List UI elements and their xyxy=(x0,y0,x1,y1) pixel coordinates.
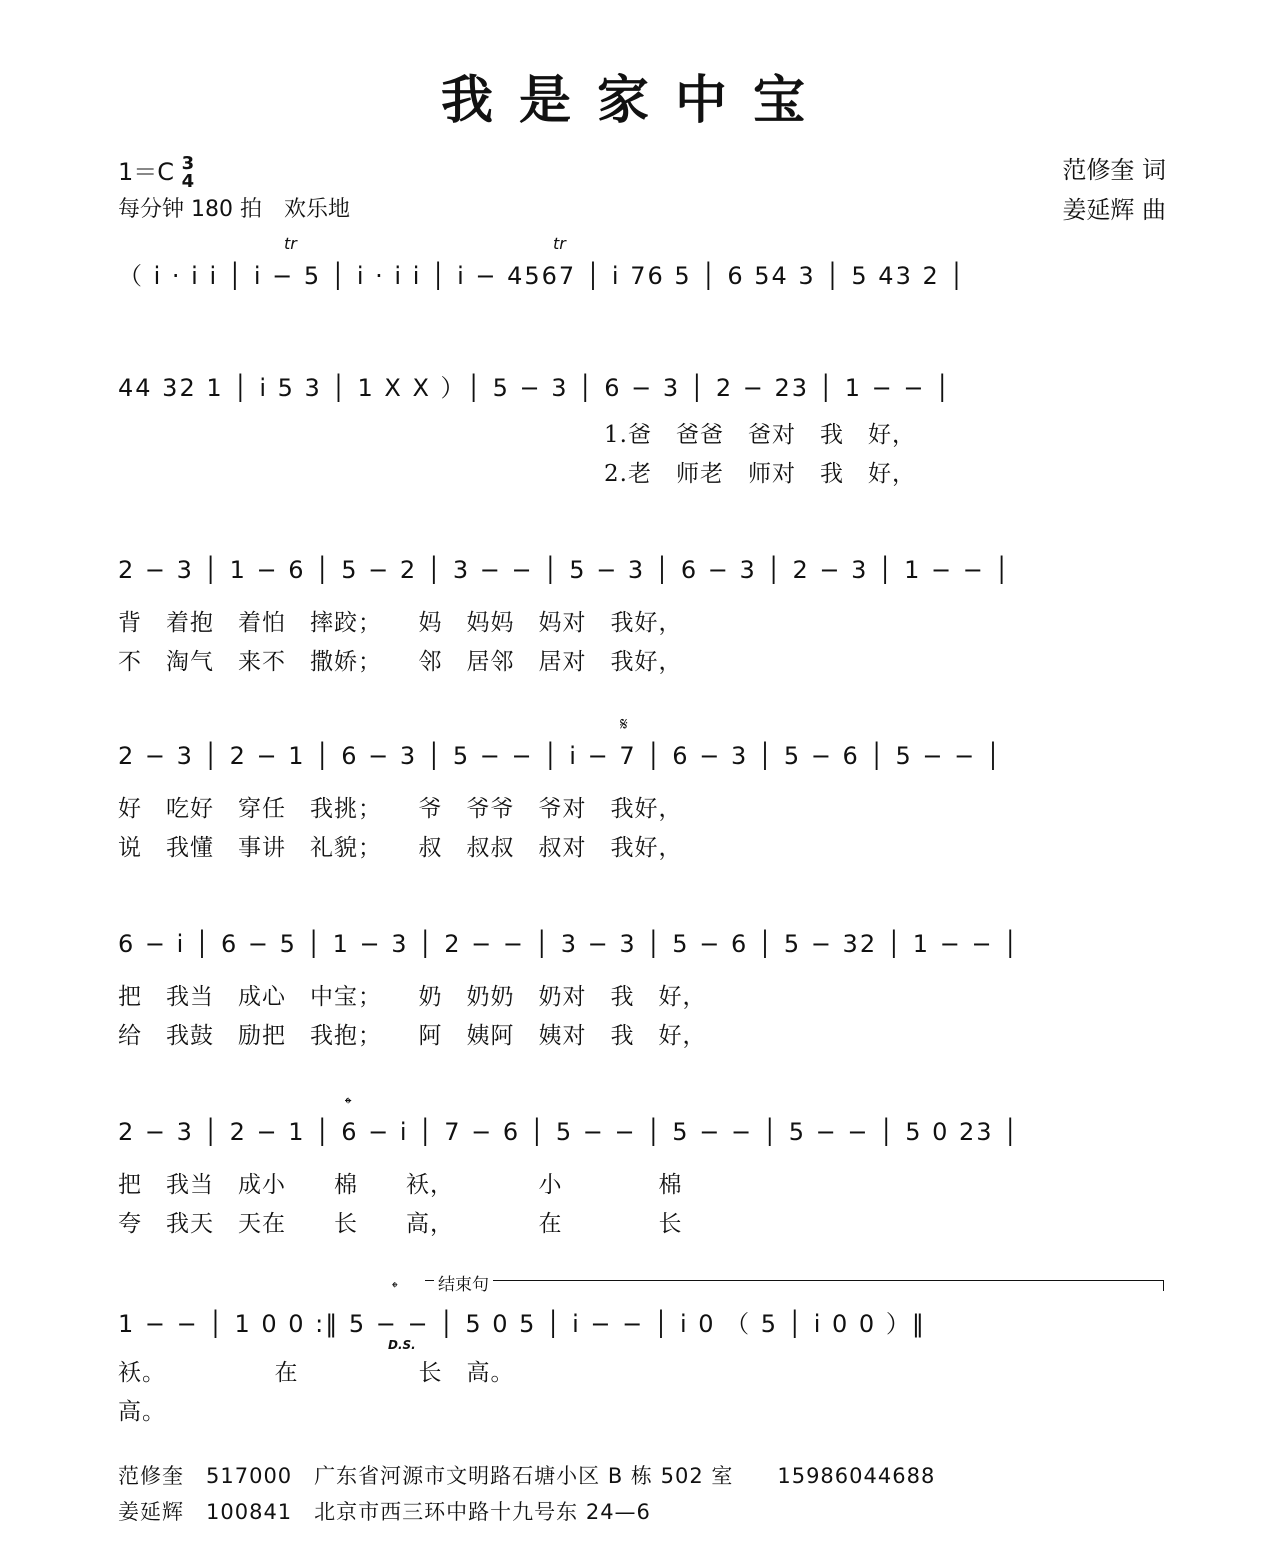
trill-mark: tr xyxy=(553,234,566,253)
key-signature: 1＝C 3 4 xyxy=(118,153,195,192)
lyric-line: 好 吃好 穿任 我挑； 爷 爷爷 爷对 我好， xyxy=(118,796,683,822)
lyric-line: 高。 xyxy=(118,1399,166,1425)
lyric-line: 把 我当 成小 棉 袄， 小 棉 xyxy=(118,1172,683,1198)
song-title: 我是家中宝 xyxy=(440,70,831,131)
composer-contact: 姜延辉 100841 北京市西三环中路十九号东 24—6 xyxy=(118,1500,651,1524)
notation-row-1: （ i · i i │ i − 5 │ i · i i │ i − 4567 │ i 76 5 │ 6 54 3 │ 5 43 2 │ xyxy=(118,262,966,290)
ending-label: 结束句 xyxy=(434,1270,493,1295)
coda-sign: 𝄌 xyxy=(392,1278,398,1297)
lyric-line: 说 我懂 事讲 礼貌； 叔 叔叔 叔对 我好， xyxy=(118,835,683,861)
lyric-line: 袄。 在 长 高。 xyxy=(118,1360,515,1386)
notation-row-2: 44 32 1 │ i 5 3 │ 1 X X ）│ 5 − 3 │ 6 − 3 │ 2 − 23 │ 1 − − │ xyxy=(118,374,952,402)
lyric-line: 1.爸 爸爸 爸对 我 好， xyxy=(604,422,916,448)
time-signature: 3 4 xyxy=(181,153,195,192)
lyricist-contact: 范修奎 517000 广东省河源市文明路石塘小区 B 栋 502 室 15986044688 xyxy=(118,1464,936,1488)
lyric-line: 2.老 师老 师对 我 好， xyxy=(604,461,916,487)
notation-row-6: 2 − 3 │ 2 − 1 │ 6 − i │ 7 − 6 │ 5 − − │ 5 − − │ 5 − − │ 5 0 23 │ xyxy=(118,1118,1020,1146)
lyric-line: 给 我鼓 励把 我抱； 阿 姨阿 姨对 我 好， xyxy=(118,1023,707,1049)
notation-row-3: 2 − 3 │ 1 − 6 │ 5 − 2 │ 3 − − │ 5 − 3 │ 6 − 3 │ 2 − 3 │ 1 − − │ xyxy=(118,556,1011,584)
lyric-line: 不 淘气 来不 撒娇； 邻 居邻 居对 我好， xyxy=(118,649,683,675)
trill-mark: tr xyxy=(284,234,297,253)
notation-row-4: 2 − 3 │ 2 − 1 │ 6 − 3 │ 5 − − │ i − 7 │ 6 − 3 │ 5 − 6 │ 5 − − │ xyxy=(118,742,1003,770)
lyricist-credit: 范修奎 词 xyxy=(1062,156,1166,184)
dal-segno-mark: D.S. xyxy=(388,1338,416,1352)
lyric-line: 夸 我天 天在 长 高， 在 长 xyxy=(118,1211,683,1237)
notation-row-5: 6 − i │ 6 − 5 │ 1 − 3 │ 2 − − │ 3 − 3 │ 5 − 6 │ 5 − 32 │ 1 − − │ xyxy=(118,930,1020,958)
tempo-marking: 每分钟 180 拍 欢乐地 xyxy=(118,197,350,222)
notation-row-7: 1 − − │ 1 0 0 :‖ 5 − − │ 5 0 5 │ i − − │ i 0 （ 5 │ i 0 0 ）‖ xyxy=(118,1310,926,1338)
lyric-line: 把 我当 成心 中宝； 奶 奶奶 奶对 我 好， xyxy=(118,984,707,1010)
composer-credit: 姜延辉 曲 xyxy=(1062,196,1166,224)
coda-sign: 𝄌 xyxy=(345,1094,352,1115)
segno-sign: 𝄋 xyxy=(620,714,628,735)
lyric-line: 背 着抱 着怕 摔跤； 妈 妈妈 妈对 我好， xyxy=(118,610,683,636)
ending-bracket xyxy=(425,1280,1164,1291)
